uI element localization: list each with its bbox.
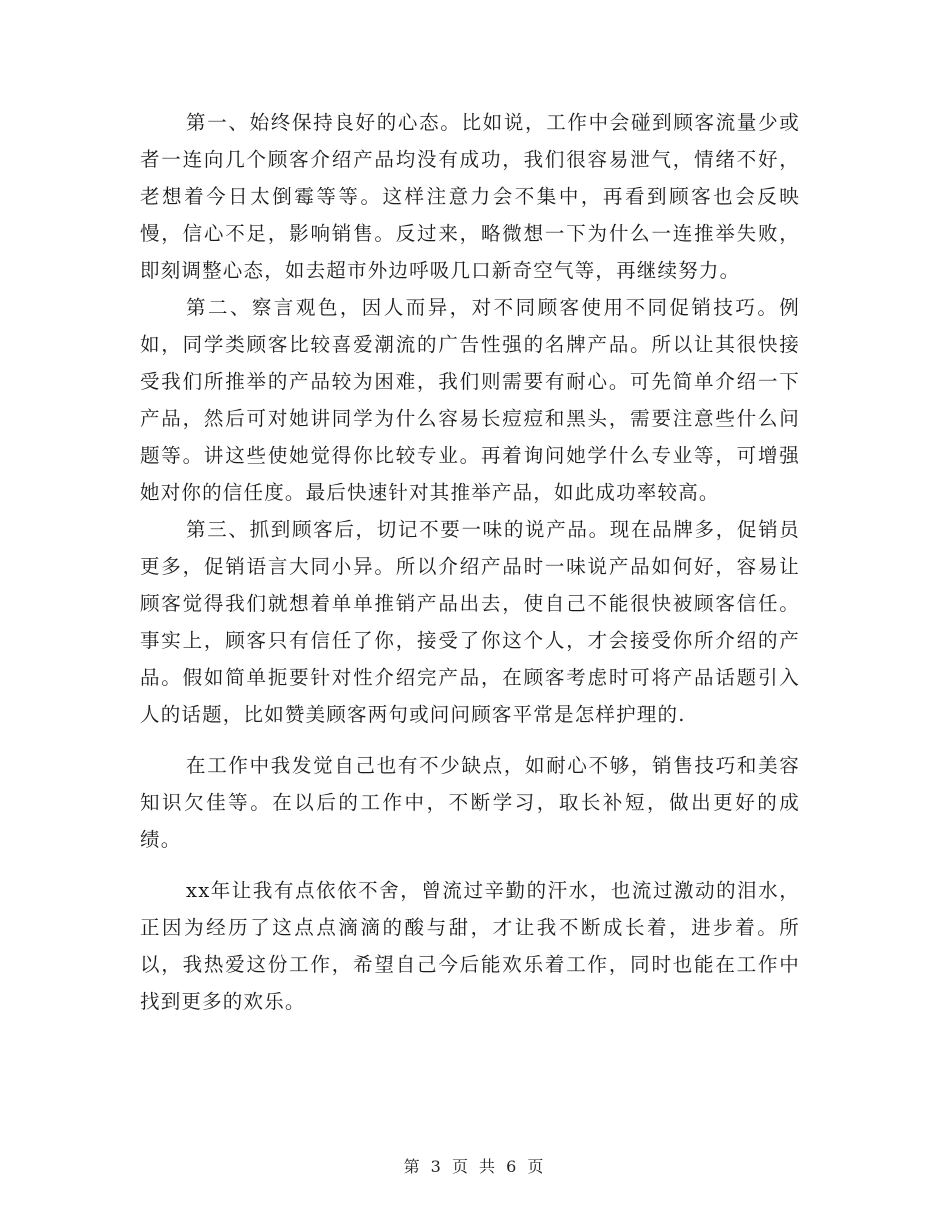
document-body xyxy=(140,104,800,1020)
page-number-footer: 第 3 页 共 6 页 xyxy=(403,1157,547,1176)
paragraph-after-customer: 第三、抓到顾客后，切记不要一味的说产品。现在品牌多，促销员更多，促销语言大同小异。所以介绍产品时一味说产品如何好，容易让顾客觉得我们就想着单单推销产品出去，使自己不能很快被顾客信任。事实上，顾客只有信任了你，接受了你这个人，才会接受你所介绍的产品。假如简单扼要针对性介绍完产品，在顾客考虑时可将产品话题引入人的话题，比如赞美顾客两句或问问顾客平常是怎样护理的. xyxy=(140,518,800,726)
paragraph-observe-customers: 第二、察言观色，因人而异，对不同顾客使用不同促销技巧。例如，同学类顾客比较喜爱潮流的广告性强的名牌产品。所以让其很快接受我们所推举的产品较为困难，我们则需要有耐心。可先简单介绍一下产品，然后可对她讲同学为什么容易长痘痘和黑头，需要注意些什么问题等。讲这些使她觉得你比较专业。再着询问她学什么专业等，可增强她对你的信任度。最后快速针对其推举产品，如此成功率较高。 xyxy=(140,296,800,504)
paragraph-conclusion: xx年让我有点依依不舍，曾流过辛勤的汗水，也流过激动的泪水，正因为经历了这点点滴滴的酸与甜，才让我不断成长着，进步着。所以，我热爱这份工作，希望自己今后能欢乐着工作，同时也能在工作中找到更多的欢乐。 xyxy=(140,879,800,1013)
paragraph-mindset: 第一、始终保持良好的心态。比如说，工作中会碰到顾客流量少或者一连向几个顾客介绍产品均没有成功，我们很容易泄气，情绪不好，老想着今日太倒霉等等。这样注意力会不集中，再看到顾客也会反映慢，信心不足，影响销售。反过来，略微想一下为什么一连推举失败，即刻调整心态，如去超市外边呼吸几口新奇空气等，再继续努力。 xyxy=(140,111,800,282)
paragraph-shortcomings: 在工作中我发觉自己也有不少缺点，如耐心不够，销售技巧和美容知识欠佳等。在以后的工作中，不断学习，取长补短，做出更好的成绩。 xyxy=(140,754,800,851)
